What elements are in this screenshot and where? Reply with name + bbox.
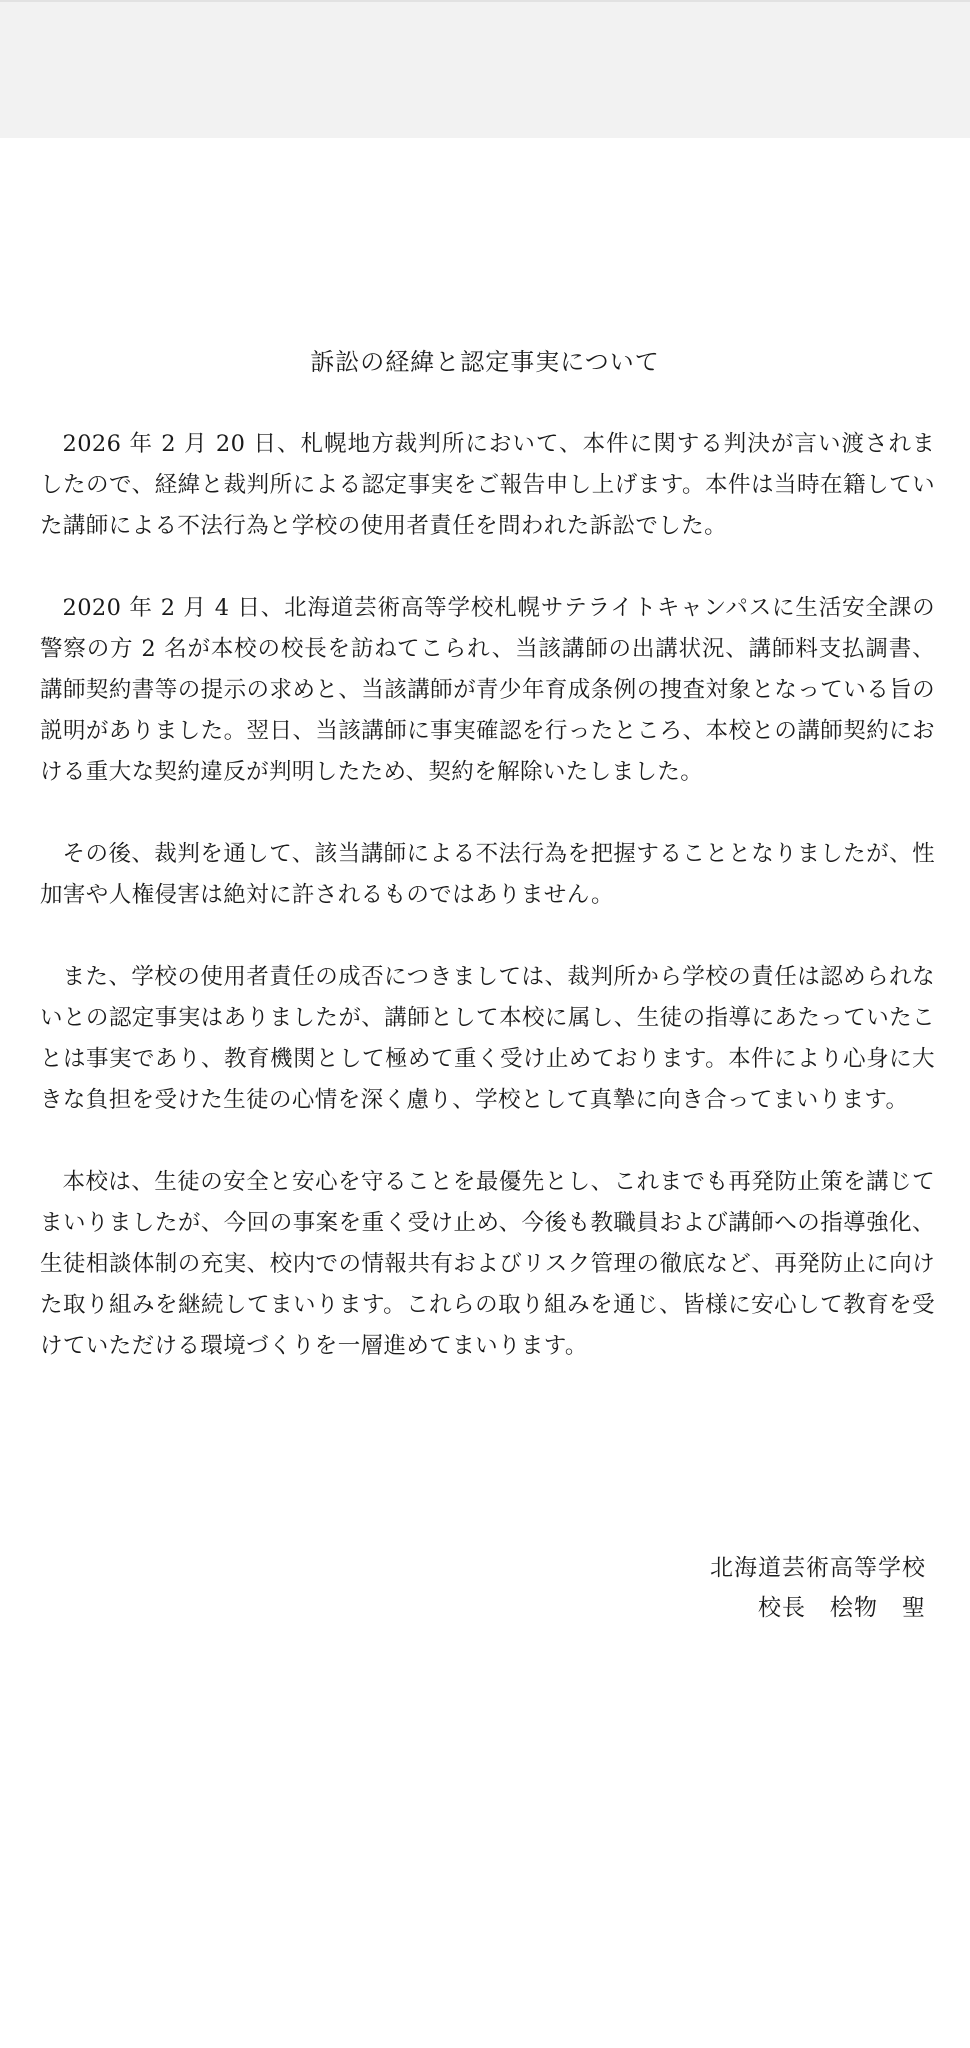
document-body <box>40 424 935 1367</box>
signature-school: 北海道芸術高等学校 <box>710 1555 926 1581</box>
signature-principal: 校長 桧物 聖 <box>758 1595 926 1621</box>
document-page <box>0 138 970 2048</box>
top-gray-bar <box>0 0 970 138</box>
paragraph-4: また、学校の使用者責任の成否につきましては、裁判所から学校の責任は認められないとの認定事実はありましたが、講師として本校に属し、生徒の指導にあたっていたことは事実であり、教育機関として極めて重く受け止めております。本件により心身に大きな負担を受けた生徒の心情を深く慮り、学校として真摯に向き合ってまいります。 <box>40 964 935 1113</box>
document-title: 訴訟の経緯と認定事実について <box>310 348 660 376</box>
signature-block <box>710 1548 926 1628</box>
paragraph-5: 本校は、生徒の安全と安心を守ることを最優先とし、これまでも再発防止策を講じてまいりましたが、今回の事案を重く受け止め、今後も教職員および講師への指導強化、生徒相談体制の充実、校内での情報共有およびリスク管理の徹底など、再発防止に向けた取り組みを継続してまいります。これらの取り組みを通じ、皆様に安心して教育を受けていただける環境づくりを一層進めてまいります。 <box>40 1169 935 1359</box>
paragraph-1: 2026 年 2 月 20 日、札幌地方裁判所において、本件に関する判決が言い渡されましたので、経緯と裁判所による認定事実をご報告申し上げます。本件は当時在籍していた講師による不法行為と学校の使用者責任を問われた訴訟でした。 <box>40 431 935 539</box>
paragraph-3: その後、裁判を通して、該当講師による不法行為を把握することとなりましたが、性加害や人権侵害は絶対に許されるものではありません。 <box>40 841 935 908</box>
paragraph-2: 2020 年 2 月 4 日、北海道芸術高等学校札幌サテライトキャンパスに生活安全課の警察の方 2 名が本校の校長を訪ねてこられ、当該講師の出講状況、講師料支払調書、講師契約書等の提示の求めと、当該講師が青少年育成条例の捜査対象となっている旨の説明がありました。翌日、当該講師に事実確認を行ったところ、本校との講師契約における重大な契約違反が判明したため、契約を解除いたしました。 <box>40 595 935 785</box>
